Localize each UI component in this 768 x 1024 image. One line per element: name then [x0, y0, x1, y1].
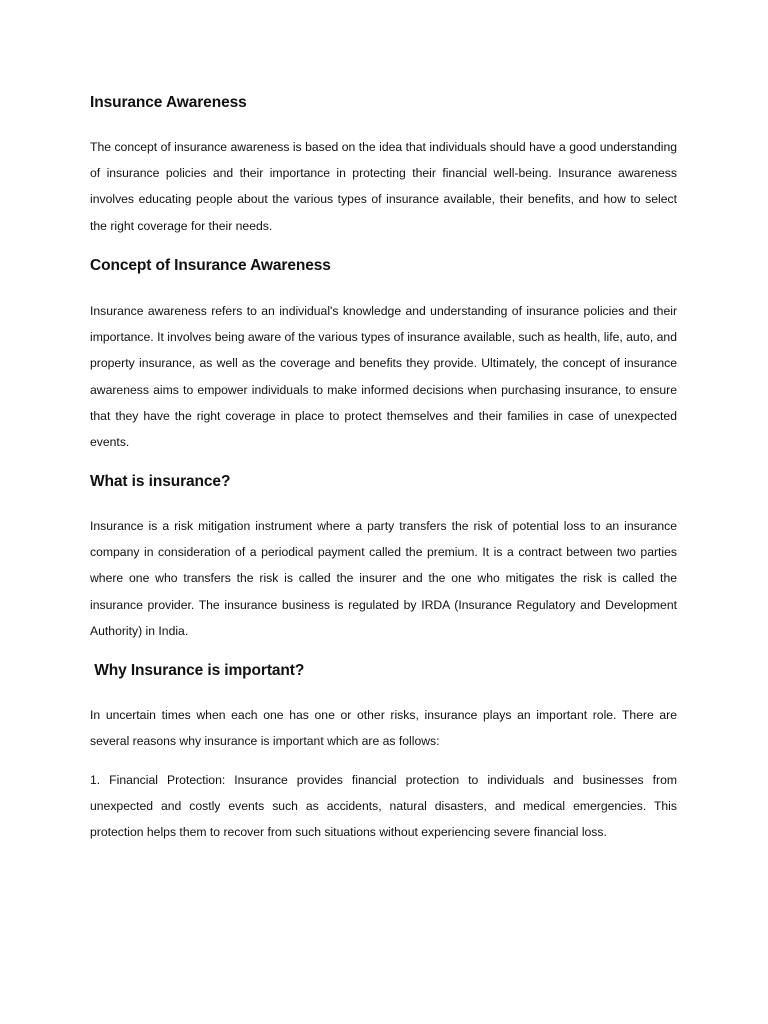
- heading-concept-of-insurance-awareness: Concept of Insurance Awareness: [90, 257, 331, 274]
- heading-what-is-insurance: What is insurance?: [90, 473, 231, 490]
- paragraph-insurance-awareness: The concept of insurance awareness is based on the idea that individuals should have a good understanding of insurance policies and their importance in protecting their financial well-being. Insurance awareness involves educating people about the various types of insurance available, their benefits, and how to select the right coverage for their needs.: [90, 140, 677, 233]
- heading-insurance-awareness: Insurance Awareness: [90, 94, 247, 111]
- paragraph-concept-of-insurance-awareness: Insurance awareness refers to an individual's knowledge and understanding of insurance policies and their importance. It involves being aware of the various types of insurance available, such as health, life, auto, and property insurance, as well as the coverage and benefits they provide. Ultimately, the concept of insurance awareness aims to empower individuals to make informed decisions when purchasing insurance, to ensure that they have the right coverage in place to protect themselves and their families in case of unexpected events.: [90, 304, 677, 450]
- paragraph-what-is-insurance: Insurance is a risk mitigation instrument where a party transfers the risk of potential loss to an insurance company in consideration of a periodical payment called the premium. It is a contract between two parties where one who transfers the risk is called the insurer and the one who mitigates the risk is called the insurance provider. The insurance business is regulated by IRDA (Insurance Regulatory and Development Authority) in India.: [90, 519, 677, 638]
- heading-why-insurance-is-important: Why Insurance is important?: [90, 662, 305, 679]
- paragraph-financial-protection: 1. Financial Protection: Insurance provides financial protection to individuals and businesses from unexpected and costly events such as accidents, natural disasters, and medical emergencies. This protection helps them to recover from such situations without experiencing severe financial loss.: [90, 773, 677, 840]
- paragraph-why-insurance-intro: In uncertain times when each one has one or other risks, insurance plays an important role. There are several reasons why insurance is important which are as follows:: [90, 708, 677, 749]
